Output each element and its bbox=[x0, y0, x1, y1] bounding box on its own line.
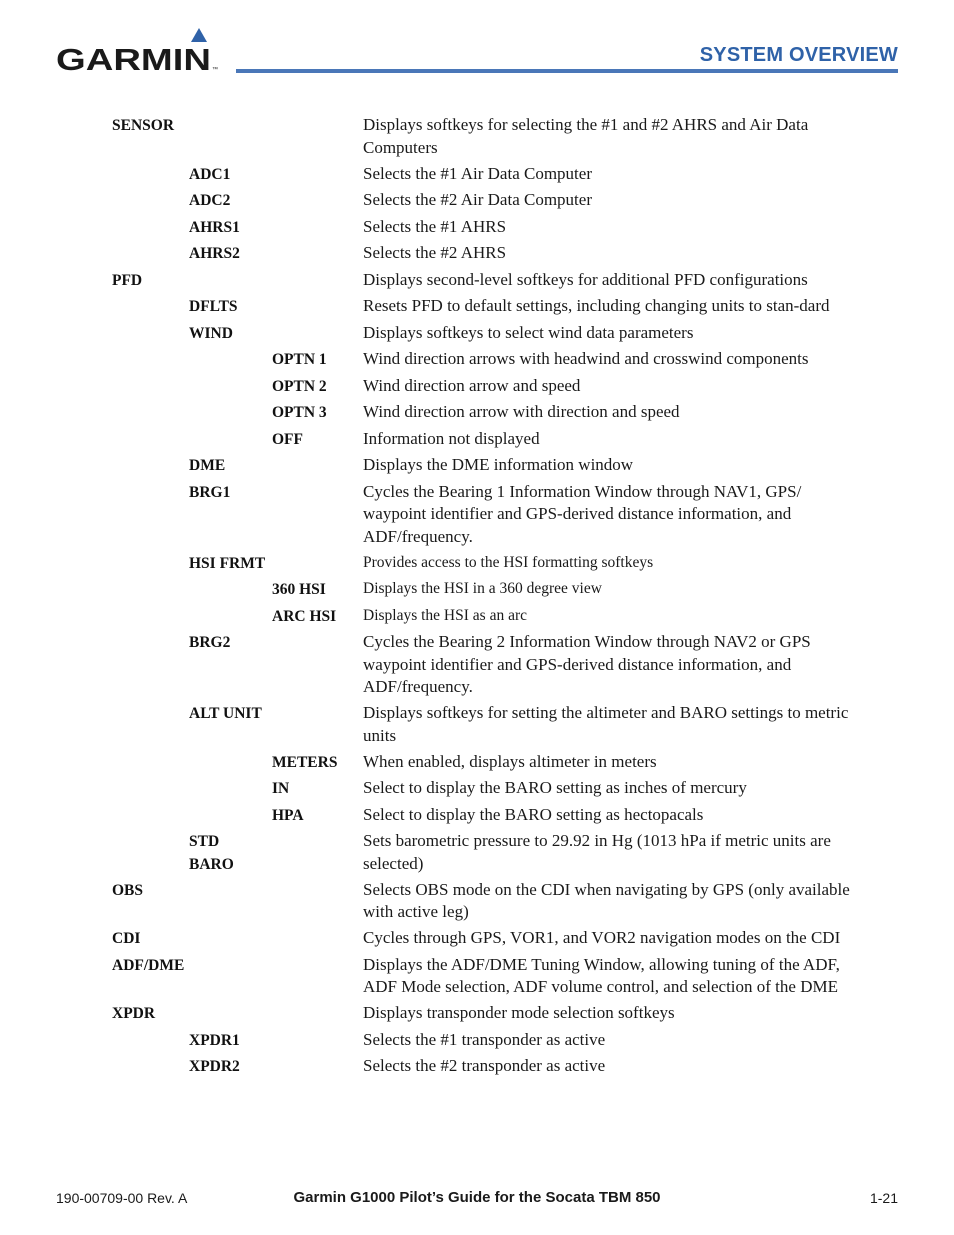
softkey-row bbox=[0, 216, 954, 239]
section-title: SYSTEM OVERVIEW bbox=[699, 44, 898, 66]
softkey-name: XPDR1 bbox=[189, 1031, 240, 1049]
garmin-wordmark: GARMIN bbox=[56, 42, 211, 74]
softkey-description: Cycles the Bearing 2 Information Window through NAV2 or GPS waypoint identifier and GPS-derived distance information, and ADF/frequency. bbox=[363, 632, 811, 696]
garmin-logo bbox=[56, 28, 221, 74]
softkey-description: When enabled, displays altimeter in meters bbox=[363, 751, 657, 771]
softkey-description: Selects the #2 Air Data Computer bbox=[363, 190, 592, 209]
softkey-row bbox=[0, 954, 954, 999]
softkey-row bbox=[0, 454, 954, 477]
softkey-row bbox=[0, 605, 954, 628]
doc-number: 190-00709-00 Rev. A bbox=[56, 1190, 188, 1206]
softkey-name: PFD bbox=[112, 271, 143, 289]
softkey-name: ADF/DME bbox=[112, 956, 185, 974]
softkey-description: Selects the #1 Air Data Computer bbox=[363, 163, 592, 183]
softkey-row bbox=[0, 189, 954, 212]
softkey-name: ADC2 bbox=[189, 192, 231, 209]
softkey-row bbox=[0, 348, 954, 371]
softkey-name: HPA bbox=[272, 806, 304, 824]
softkey-description: Displays the ADF/DME Tuning Window, allowing tuning of the ADF, ADF Mode selection, ADF volume control, and selection of the DME bbox=[363, 954, 840, 996]
softkey-description: Wind direction arrow and speed bbox=[363, 375, 581, 395]
softkey-description: Selects the #1 AHRS bbox=[363, 216, 507, 236]
softkey-name: OBS bbox=[112, 881, 144, 899]
softkey-name: 360 HSI bbox=[272, 581, 326, 598]
softkey-row bbox=[0, 702, 954, 747]
softkey-description: Selects the #1 transponder as active bbox=[363, 1029, 606, 1049]
softkey-row bbox=[0, 830, 954, 875]
softkey-row bbox=[0, 322, 954, 345]
softkey-name: AHRS1 bbox=[189, 218, 240, 236]
garmin-triangle-icon bbox=[191, 28, 207, 42]
softkey-description: Resets PFD to default settings, including changing units to stan-dard bbox=[363, 296, 830, 315]
softkey-name: ARC HSI bbox=[272, 607, 337, 625]
softkey-row bbox=[0, 1055, 954, 1078]
softkey-name: XPDR bbox=[112, 1005, 156, 1022]
softkey-description: Displays softkeys for setting the altimeter and BARO settings to metric units bbox=[363, 703, 849, 745]
softkey-description: Selects the #2 AHRS bbox=[363, 243, 507, 262]
softkey-description: Wind direction arrows with headwind and crosswind components bbox=[363, 349, 809, 368]
garmin-logo-graphic bbox=[56, 28, 221, 74]
softkey-row bbox=[0, 295, 954, 318]
softkey-name: BRG1 bbox=[189, 483, 231, 501]
softkey-description: Cycles the Bearing 1 Information Window through NAV1, GPS/ waypoint identifier and GPS-derived distance information, and ADF/frequency. bbox=[363, 481, 802, 546]
header-rule bbox=[236, 69, 898, 73]
softkey-name: CDI bbox=[112, 930, 141, 947]
softkey-row bbox=[0, 1002, 954, 1025]
softkey-description: Displays the HSI in a 360 degree view bbox=[363, 580, 602, 597]
softkey-row bbox=[0, 401, 954, 424]
softkey-name: OPTN 3 bbox=[272, 404, 327, 421]
page-footer bbox=[56, 1188, 898, 1212]
softkey-row bbox=[0, 428, 954, 451]
softkey-name: DME bbox=[189, 457, 226, 474]
softkey-description: Displays transponder mode selection softkeys bbox=[363, 1003, 675, 1022]
softkey-name: METERS bbox=[272, 753, 338, 771]
softkey-row bbox=[0, 242, 954, 265]
softkey-row bbox=[0, 777, 954, 800]
softkey-row bbox=[0, 114, 954, 159]
softkey-row bbox=[0, 927, 954, 950]
softkey-description: Cycles through GPS, VOR1, and VOR2 navigation modes on the CDI bbox=[363, 928, 841, 947]
softkey-description: Displays softkeys for selecting the #1 and #2 AHRS and Air Data Computers bbox=[363, 115, 809, 157]
softkey-description: Select to display the BARO setting as inches of mercury bbox=[363, 778, 747, 797]
softkey-description: Sets barometric pressure to 29.92 in Hg (1013 hPa if metric units are selected) bbox=[363, 831, 831, 873]
softkey-name: IN bbox=[272, 780, 290, 797]
softkey-row bbox=[0, 751, 954, 774]
softkey-description: Displays the HSI as an arc bbox=[363, 606, 527, 624]
softkey-name: AHRS2 bbox=[189, 245, 240, 262]
trademark-symbol: ™ bbox=[212, 67, 218, 73]
softkey-name: BRG2 bbox=[189, 634, 231, 651]
softkey-description: Displays softkeys to select wind data parameters bbox=[363, 322, 694, 342]
softkey-row bbox=[0, 552, 954, 575]
softkey-row bbox=[0, 163, 954, 186]
softkey-row bbox=[0, 631, 954, 699]
softkey-description: Select to display the BARO setting as hectopacals bbox=[363, 804, 704, 824]
softkey-row bbox=[0, 879, 954, 924]
softkey-row bbox=[0, 375, 954, 398]
softkey-row bbox=[0, 269, 954, 292]
softkey-name: WIND bbox=[189, 324, 233, 342]
softkey-table bbox=[0, 114, 954, 1082]
softkey-description: Information not displayed bbox=[363, 428, 540, 448]
softkey-name: OPTN 2 bbox=[272, 377, 327, 395]
softkey-name: ALT UNIT bbox=[189, 705, 262, 722]
softkey-row bbox=[0, 578, 954, 601]
softkey-description: Provides access to the HSI formatting softkeys bbox=[363, 553, 654, 571]
softkey-name: HSI FRMT bbox=[189, 554, 266, 572]
footer-title: Garmin G1000 Pilot’s Guide for the Socata TBM 850 bbox=[293, 1189, 661, 1206]
softkey-description: Displays the DME information window bbox=[363, 455, 634, 474]
softkey-name: XPDR2 bbox=[189, 1058, 240, 1075]
softkey-description: Displays second-level softkeys for additional PFD configurations bbox=[363, 269, 808, 289]
softkey-name: STD BARO bbox=[189, 833, 234, 873]
page-number: 1-21 bbox=[869, 1190, 898, 1206]
softkey-description: Selects OBS mode on the CDI when navigating by GPS (only available with active leg) bbox=[363, 879, 850, 921]
softkey-name: ADC1 bbox=[189, 165, 231, 183]
softkey-description: Wind direction arrow with direction and speed bbox=[363, 402, 680, 421]
softkey-name: SENSOR bbox=[112, 117, 175, 134]
softkey-name: OFF bbox=[272, 430, 303, 448]
softkey-row bbox=[0, 481, 954, 549]
softkey-name: OPTN 1 bbox=[272, 351, 327, 368]
softkey-name: DFLTS bbox=[189, 298, 238, 315]
softkey-row bbox=[0, 1029, 954, 1052]
softkey-description: Selects the #2 transponder as active bbox=[363, 1056, 606, 1075]
softkey-row bbox=[0, 804, 954, 827]
